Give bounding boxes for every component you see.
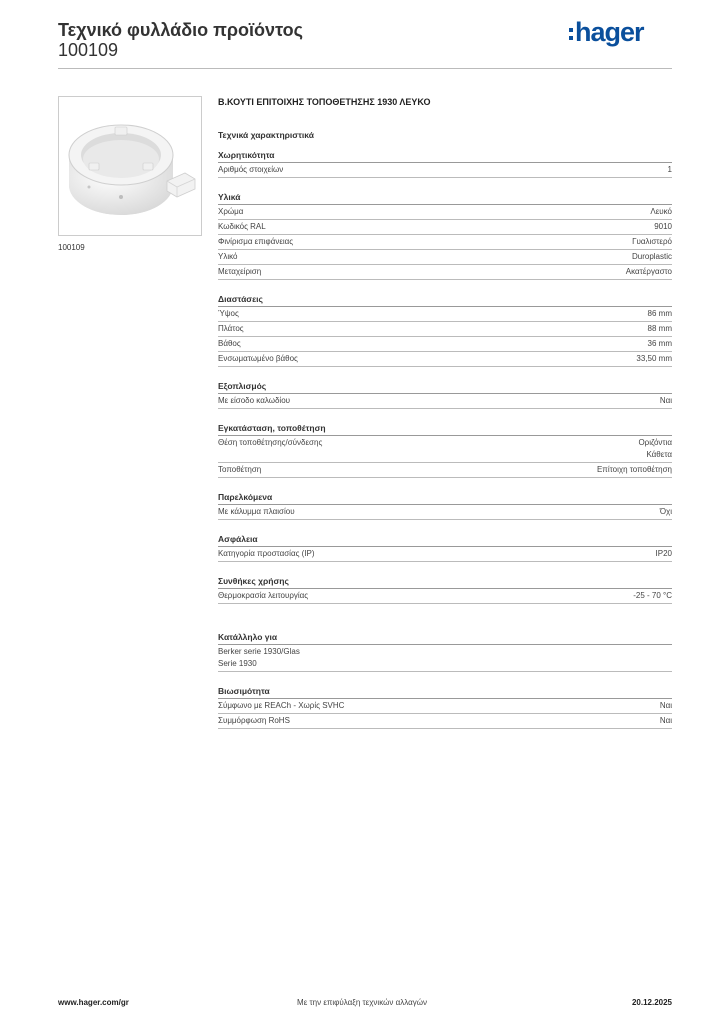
page-title: Τεχνικό φυλλάδιο προϊόντος [58, 20, 303, 40]
section-title: Διαστάσεις [218, 292, 672, 307]
section-title: Παρελκόμενα [218, 490, 672, 505]
logo-text: hager [575, 17, 644, 47]
hager-logo [567, 14, 667, 50]
spec-label: Χρώμα [218, 207, 244, 216]
spec-content [218, 96, 672, 729]
spec-label: Θέση τοποθέτησης/σύνδεσης [218, 438, 323, 447]
section-title: Συνθήκες χρήσης [218, 574, 672, 589]
image-caption: 100109 [58, 243, 85, 252]
spec-row [218, 505, 672, 520]
spec-label: Βάθος [218, 339, 241, 348]
section-title: Εξοπλισμός [218, 379, 672, 394]
spec-sections [218, 148, 672, 729]
spec-label: Φινίρισμα επιφάνειας [218, 237, 294, 246]
spec-label: Συμμόρφωση RoHS [218, 716, 290, 725]
section-title: Χωρητικότητα [218, 148, 672, 163]
spec-row [218, 307, 672, 322]
spec-row [218, 463, 672, 478]
spec-row [218, 436, 672, 463]
spec-row [218, 337, 672, 352]
spec-label: Ενσωματωμένο βάθος [218, 354, 298, 363]
spec-value: IP20 [655, 549, 672, 558]
spec-value: 1 [667, 165, 672, 174]
product-image [58, 96, 202, 236]
footer-note: Με την επιφύλαξη τεχνικών αλλαγών [297, 998, 427, 1007]
spec-label: Θερμοκρασία λειτουργίας [218, 591, 309, 600]
spec-row [218, 394, 672, 409]
section-title: Εγκατάσταση, τοποθέτηση [218, 421, 672, 436]
spec-section [218, 684, 672, 729]
spec-section [218, 532, 672, 562]
header-divider [58, 68, 672, 69]
spec-row [218, 699, 672, 714]
spec-value: 33,50 mm [636, 354, 672, 363]
footer-website[interactable]: www.hager.com/gr [58, 998, 129, 1007]
spec-row [218, 163, 672, 178]
spec-row [218, 714, 672, 729]
spec-label: Υλικό [218, 252, 238, 261]
spec-value: 86 mm [647, 309, 672, 318]
spec-value: Ναι [659, 701, 672, 710]
spec-value: 9010 [654, 222, 672, 231]
section-title: Ασφάλεια [218, 532, 672, 547]
section-title: Βιωσιμότητα [218, 684, 672, 699]
spec-label: Αριθμός στοιχείων [218, 165, 284, 174]
spec-heading: Τεχνικά χαρακτηριστικά [218, 130, 314, 140]
spec-label: Κωδικός RAL [218, 222, 266, 231]
spec-value: Γυαλιστερό [632, 237, 672, 246]
spec-section [218, 379, 672, 409]
spec-row [218, 235, 672, 250]
spec-row [218, 352, 672, 367]
spec-row [218, 265, 672, 280]
spec-label: Μεταχείριση [218, 267, 262, 276]
spec-row [218, 322, 672, 337]
spec-row [218, 645, 672, 672]
spec-row [218, 250, 672, 265]
spec-row [218, 205, 672, 220]
spec-section [218, 148, 672, 178]
spec-value: Ναι [659, 396, 672, 405]
spec-label: Κατηγορία προστασίας (IP) [218, 549, 315, 558]
spec-section [218, 190, 672, 280]
spec-label: Με είσοδο καλωδίου [218, 396, 291, 405]
spec-row [218, 547, 672, 562]
spec-value: 36 mm [647, 339, 672, 348]
spec-section [218, 421, 672, 478]
spec-value: Duroplastic [631, 252, 672, 261]
spec-label: Σύμφωνο με REACh - Χωρίς SVHC [218, 701, 345, 710]
spec-value: Ναι [659, 716, 672, 725]
spec-value: 88 mm [647, 324, 672, 333]
spec-value: Ακατέργαστο [625, 267, 672, 276]
spec-section [218, 630, 672, 672]
section-title: Υλικά [218, 190, 672, 205]
footer-date: 20.12.2025 [631, 998, 672, 1007]
section-title: Κατάλληλο για [218, 630, 672, 645]
product-code: 100109 [58, 40, 119, 60]
spec-label: Με κάλυμμα πλαισίου [218, 507, 295, 516]
spec-value: Οριζόντια Κάθετα [638, 438, 672, 459]
spec-label: Ύψος [218, 309, 239, 318]
spec-value: Επίτοιχη τοποθέτηση [596, 465, 672, 474]
spec-row [218, 589, 672, 604]
spec-section [218, 292, 672, 367]
spec-value: Όχι [659, 507, 672, 516]
spec-section [218, 490, 672, 520]
spec-row [218, 220, 672, 235]
spec-label: Berker serie 1930/Glas Serie 1930 [218, 647, 300, 668]
spec-value: Λευκό [650, 207, 672, 216]
spec-value: -25 - 70 °C [633, 591, 672, 600]
spec-label: Τοποθέτηση [218, 465, 262, 474]
product-title: Β.ΚΟΥΤΙ ΕΠΙΤΟΙΧΗΣ ΤΟΠΟΘΕΤΗΣΗΣ 1930 ΛΕΥΚΟ [218, 97, 431, 107]
spec-section [218, 574, 672, 604]
spec-label: Πλάτος [218, 324, 244, 333]
